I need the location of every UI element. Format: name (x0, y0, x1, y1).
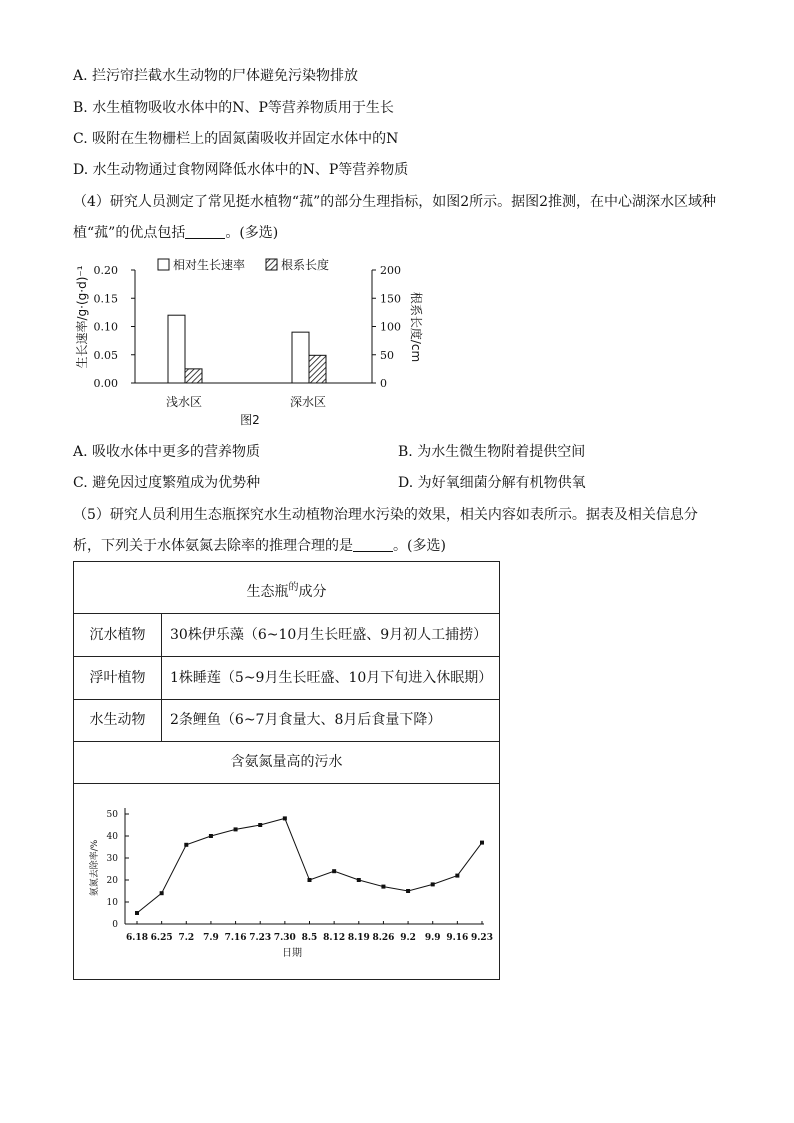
row-label: 水生动物 (74, 700, 162, 741)
data-point (209, 834, 213, 838)
x-tick-label: 7.16 (224, 933, 247, 943)
ecosystem-bottle-table (73, 561, 500, 980)
y-tick-label: 50 (106, 810, 118, 820)
y-tick-label: 40 (106, 832, 118, 842)
row-value: 30株伊乐藻（6~10月生长旺盛、9月初人工捕捞） (170, 627, 488, 643)
x-tick-label: 7.9 (203, 933, 219, 943)
table-header-sup: 的 (288, 582, 299, 593)
data-point (332, 869, 336, 873)
q4-stem-line2 (73, 223, 278, 243)
y-tick-label-left: 0.20 (93, 264, 118, 277)
x-tick-label: 8.19 (347, 933, 370, 943)
row-value: 1株睡莲（5~9月生长旺盛、10月下旬进入休眠期） (170, 670, 493, 686)
q4-option-a: A. 吸收水体中更多的营养物质 (73, 444, 261, 460)
legend-swatch-root (266, 259, 277, 270)
bar-root-length (185, 369, 202, 383)
data-point (234, 827, 238, 831)
q5-stem-text: 析，下列关于水体氨氮去除率的推理合理的是 (73, 538, 353, 554)
y-axis-label: 氨氮去除率/% (90, 839, 100, 897)
q4-option-c: C. 避免因过度繁殖成为优势种 (73, 475, 261, 491)
row-label: 浮叶植物 (74, 657, 162, 699)
y-tick-label-left: 0.00 (93, 377, 118, 390)
bar-root-length (309, 355, 326, 383)
q3-option-c: C. 吸附在生物栅栏上的固氮菌吸收并固定水体中的N (73, 131, 399, 147)
y-tick-label-right: 200 (380, 264, 401, 277)
bar-growth-rate (168, 315, 185, 383)
y-tick-label-right: 0 (380, 377, 387, 390)
y-tick-label: 10 (106, 898, 118, 908)
y-tick-label-left: 0.05 (93, 348, 118, 362)
data-point (381, 885, 385, 889)
y-tick-label-left: 0.10 (93, 320, 118, 334)
y-tick-label-right: 100 (380, 320, 401, 334)
y-tick-label: 20 (106, 876, 118, 886)
row-value: 2条鲤鱼（6~7月食量大、8月后食量下降） (170, 712, 442, 728)
x-tick-label: 8.5 (301, 933, 318, 943)
q3-option-b: B. 水生植物吸收水体中的N、P等营养物质用于生长 (73, 100, 394, 116)
y-axis-label-left: 生长速率/g·(g·d)⁻¹ (75, 265, 89, 369)
q4-option-b: B. 为水生微生物附着提供空间 (398, 444, 586, 460)
table-header-tail: 成分 (298, 584, 327, 600)
y-tick-label: 30 (106, 854, 118, 864)
data-point (160, 891, 164, 895)
q4-stem-text: 植“菰”的优点包括 (73, 225, 186, 241)
q3-option-a: A. 拦污帘拦截水生动物的尸体避免污染物排放 (73, 68, 359, 84)
q4-stem-line1: （4）研究人员测定了常见挺水植物“菰”的部分生理指标，如图2所示。据图2推测，在中心湖深水区域种 (73, 194, 717, 210)
q5-stem-line2 (73, 536, 446, 556)
x-tick-label: 8.26 (372, 933, 395, 943)
series-line (137, 818, 482, 913)
data-point (357, 878, 361, 882)
q5-stem-tail: 。(多选) (393, 538, 446, 554)
table-header-text: 生态瓶 (246, 584, 289, 600)
table-header (74, 578, 499, 601)
y-tick-label: 0 (112, 920, 118, 930)
legend-swatch-growth (158, 259, 169, 270)
x-tick-label: 7.23 (249, 933, 272, 943)
data-point (258, 823, 262, 827)
figure-title: 图2 (240, 413, 260, 427)
x-category-shallow: 浅水区 (165, 395, 203, 409)
table-water-row (74, 742, 499, 784)
table-row (74, 700, 499, 742)
x-tick-label: 9.16 (446, 933, 469, 943)
table-row (74, 614, 499, 657)
y-axis-label-right: 根系长度/cm (409, 291, 423, 363)
data-point (406, 889, 410, 893)
ammonia-removal-line-chart (74, 784, 499, 979)
q3-option-d: D. 水生动物通过食物网降低水体中的N、P等营养物质 (73, 162, 409, 178)
legend-label-growth: 相对生长速率 (173, 258, 246, 272)
x-tick-label: 6.25 (150, 933, 173, 943)
y-tick-label-right: 150 (380, 292, 401, 306)
row-label: 沉水植物 (74, 614, 162, 656)
answer-blank (353, 537, 393, 552)
x-tick-label: 9.9 (424, 933, 441, 943)
data-point (431, 882, 435, 886)
x-category-deep: 深水区 (289, 395, 327, 409)
q4-stem-tail: 。(多选) (225, 225, 279, 241)
figure-2-bar-chart (70, 255, 430, 435)
bar-growth-rate (292, 332, 309, 383)
legend-label-root: 根系长度 (281, 258, 330, 272)
data-point (135, 911, 139, 915)
y-tick-label-right: 50 (380, 348, 394, 362)
x-tick-label: 7.2 (178, 933, 195, 943)
x-tick-label: 7.30 (273, 933, 296, 943)
x-axis-label: 日期 (282, 948, 302, 959)
data-point (283, 816, 287, 820)
answer-blank (185, 224, 225, 239)
x-tick-label: 9.23 (471, 933, 493, 943)
data-point (455, 874, 459, 878)
x-tick-label: 9.2 (400, 933, 416, 943)
x-tick-label: 8.12 (323, 933, 346, 943)
q4-option-d: D. 为好氧细菌分解有机物供氧 (398, 475, 586, 491)
y-tick-label-left: 0.15 (93, 292, 118, 306)
data-point (308, 878, 312, 882)
data-point (184, 843, 188, 847)
data-point (480, 841, 484, 845)
table-row (74, 657, 499, 700)
q5-stem-line1: （5）研究人员利用生态瓶探究水生动植物治理水污染的效果，相关内容如表所示。据表及相关信息分 (73, 507, 698, 523)
x-tick-label: 6.18 (126, 933, 148, 943)
water-label: 含氨氮量高的污水 (230, 754, 343, 770)
table-header-row (74, 562, 499, 614)
